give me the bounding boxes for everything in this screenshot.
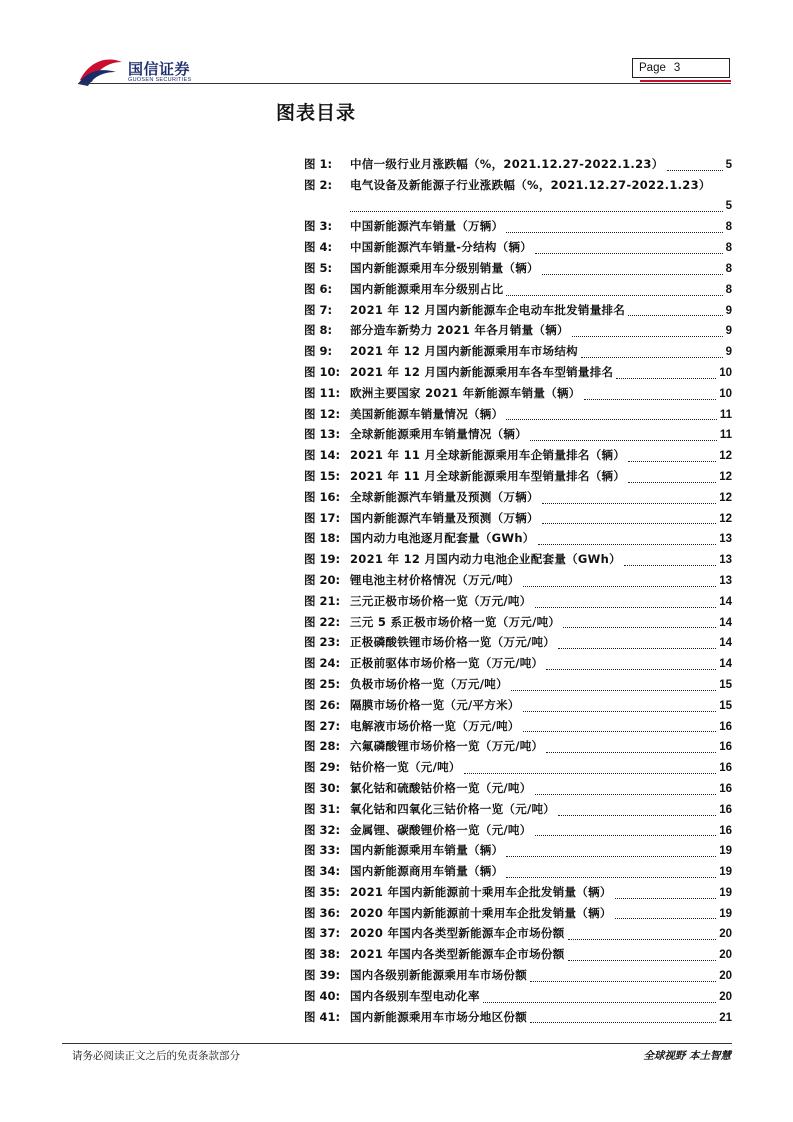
toc-entry-label: 图 27:	[304, 718, 341, 733]
toc-entry-label: 图 36:	[304, 905, 341, 920]
footer-rule	[62, 1043, 732, 1044]
toc-entry-title: 国内动力电池逐月配套量（GWh）	[350, 531, 535, 546]
toc-entry-page: 12	[719, 450, 732, 463]
toc-entry-title: 2021 年 12 月国内动力电池企业配套量（GWh）	[350, 552, 621, 567]
toc-entry-label: 图 23:	[304, 635, 341, 650]
toc-dot-leader	[628, 315, 722, 316]
toc-entry-label: 图 37:	[304, 926, 341, 941]
toc-dot-leader	[523, 586, 717, 587]
toc-entry[interactable]	[304, 237, 732, 258]
toc-entry-page: 15	[719, 678, 732, 691]
toc-entry-title: 锂电池主材价格情况（万元/吨）	[350, 572, 520, 587]
toc-entry-page: 20	[719, 990, 732, 1003]
toc-entry-page: 9	[725, 304, 732, 317]
footer-slogan: 全球视野 本土智慧	[643, 1050, 731, 1062]
toc-entry-page: 8	[725, 283, 732, 296]
toc-entry-title: 2020 年国内新能源前十乘用车企批发销量（辆）	[350, 905, 612, 920]
toc-entry-label: 图 25:	[304, 676, 341, 691]
toc-entry-label: 图 15:	[304, 468, 341, 483]
toc-entry[interactable]	[304, 757, 732, 778]
toc-entry[interactable]	[304, 487, 732, 508]
toc-entry[interactable]	[304, 154, 732, 175]
toc-dot-leader	[535, 794, 717, 795]
toc-entry-title: 2021 年国内新能源前十乘用车企批发销量（辆）	[350, 884, 612, 899]
toc-entry-label: 图 16:	[304, 489, 341, 504]
toc-entry-title: 国内新能源乘用车分级别销量（辆）	[350, 260, 539, 275]
toc-entry[interactable]	[304, 341, 732, 362]
toc-dot-leader	[506, 419, 716, 420]
toc-entry-continuation[interactable]	[304, 196, 732, 217]
toc-entry[interactable]	[304, 736, 732, 757]
toc-entry-page: 20	[719, 928, 732, 941]
toc-entry-page: 14	[719, 616, 732, 629]
toc-entry-page: 16	[719, 720, 732, 733]
toc-dot-leader	[483, 1002, 716, 1003]
toc-entry-label: 图 18:	[304, 531, 341, 546]
toc-entry[interactable]	[304, 320, 732, 341]
toc-entry-page: 15	[719, 699, 732, 712]
toc-entry-title: 钴价格一览（元/吨）	[350, 760, 461, 775]
toc-entry-page: 20	[719, 949, 732, 962]
toc-entry-title: 三元正极市场价格一览（万元/吨）	[350, 593, 532, 608]
toc-entry-page: 16	[719, 741, 732, 754]
toc-entry[interactable]	[304, 903, 732, 924]
toc-entry-label: 图 20:	[304, 572, 341, 587]
toc-dot-leader	[563, 627, 716, 628]
toc-entry-label: 图 21:	[304, 593, 341, 608]
toc-dot-leader	[584, 399, 717, 400]
toc-entry-page: 13	[719, 554, 732, 567]
toc-entry-title: 国内各级别车型电动化率	[350, 988, 480, 1003]
guosen-logo-icon	[78, 56, 124, 86]
toc-entry[interactable]	[304, 923, 732, 944]
toc-entry-page: 8	[725, 262, 732, 275]
toc-entry[interactable]	[304, 258, 732, 279]
toc-entry-title: 正极磷酸铁锂市场价格一览（万元/吨）	[350, 635, 556, 650]
toc-dot-leader	[542, 274, 723, 275]
toc-entry-label: 图 22:	[304, 614, 341, 629]
toc-entry-page: 13	[719, 533, 732, 546]
toc-dot-leader	[511, 690, 716, 691]
toc-entry-page: 14	[719, 637, 732, 650]
toc-entry-label: 图 24:	[304, 656, 341, 671]
toc-entry-title: 国内新能源汽车销量及预测（万辆）	[350, 510, 539, 525]
toc-entry-title: 美国新能源车销量情况（辆）	[350, 406, 504, 421]
toc-entry-page: 16	[719, 824, 732, 837]
toc-entry-page: 8	[725, 221, 732, 234]
toc-entry-page: 14	[719, 658, 732, 671]
toc-dot-leader	[506, 295, 722, 296]
toc-entry[interactable]	[304, 570, 732, 591]
toc-dot-leader	[530, 981, 716, 982]
toc-entry-label: 图 2:	[304, 177, 333, 192]
footer-disclaimer: 请务必阅读正文之后的免责条款部分	[72, 1050, 240, 1062]
toc-dot-leader	[546, 752, 716, 753]
toc-entry[interactable]	[304, 840, 732, 861]
toc-entry-label: 图 17:	[304, 510, 341, 525]
toc-entry-page: 12	[719, 512, 732, 525]
toc-entry[interactable]	[304, 508, 732, 529]
toc-title: 图表目录	[276, 102, 357, 124]
toc-entry-page: 19	[719, 907, 732, 920]
toc-entry-title: 中信一级行业月涨跌幅（%，2021.12.27-2022.1.23）	[350, 157, 664, 171]
toc-entry-label: 图 19:	[304, 552, 341, 567]
toc-entry[interactable]	[304, 882, 732, 903]
toc-entry[interactable]	[304, 632, 732, 653]
toc-entry-page: 9	[725, 325, 732, 338]
toc-entry[interactable]	[304, 653, 732, 674]
toc-dot-leader	[615, 898, 716, 899]
toc-entry-page: 13	[719, 574, 732, 587]
toc-entry-title: 国内新能源乘用车销量（辆）	[350, 843, 504, 858]
toc-dot-leader	[535, 607, 717, 608]
toc-entry-label: 图 40:	[304, 988, 341, 1003]
toc-entry-page: 12	[719, 470, 732, 483]
toc-entry[interactable]	[304, 175, 732, 196]
toc-entry[interactable]	[304, 300, 732, 321]
page-label: Page	[639, 62, 666, 74]
toc-entry-title: 六氟磷酸锂市场价格一览（万元/吨）	[350, 739, 544, 754]
toc-dot-leader	[568, 960, 717, 961]
toc-entry-title: 中国新能源汽车销量-分结构（辆）	[350, 240, 533, 255]
toc-entry[interactable]	[304, 944, 732, 965]
toc-entry-label: 图 1:	[304, 157, 333, 171]
toc-entry-page: 16	[719, 803, 732, 816]
toc-dot-leader	[530, 440, 717, 441]
header-accent-rule	[640, 80, 731, 82]
toc-entry[interactable]	[304, 591, 732, 612]
toc-entry-label: 图 10:	[304, 364, 341, 379]
toc-entry-title: 国内新能源商用车销量（辆）	[350, 864, 504, 879]
toc-entry-title: 欧洲主要国家 2021 年新能源车销量（辆）	[350, 385, 581, 400]
toc-entry-title: 2021 年 11 月全球新能源乘用车型销量排名（辆）	[350, 468, 626, 483]
toc-dot-leader	[667, 170, 723, 171]
toc-entry[interactable]	[304, 716, 732, 737]
toc-entry-label: 图 11:	[304, 385, 341, 400]
toc-dot-leader	[628, 461, 716, 462]
toc-entry-label: 图 31:	[304, 801, 341, 816]
toc-entry[interactable]	[304, 820, 732, 841]
toc-dot-leader	[624, 565, 716, 566]
toc-entry[interactable]	[304, 799, 732, 820]
toc-entry-title: 氯化钴和硫酸钴价格一览（元/吨）	[350, 780, 532, 795]
toc-entry-page: 12	[719, 491, 732, 504]
toc-entry-label: 图 7:	[304, 302, 333, 317]
toc-entry-page: 10	[719, 387, 732, 400]
toc-entry[interactable]	[304, 466, 732, 487]
toc-entry[interactable]	[304, 965, 732, 986]
toc-dot-leader	[542, 523, 716, 524]
toc-dot-leader	[506, 232, 722, 233]
toc-entry-title: 2021 年 11 月全球新能源乘用车企销量排名（辆）	[350, 448, 626, 463]
toc-entry-label: 图 8:	[304, 323, 333, 338]
toc-entry[interactable]	[304, 612, 732, 633]
toc-entry-title: 金属锂、碳酸锂价格一览（元/吨）	[350, 822, 532, 837]
toc-entry[interactable]	[304, 674, 732, 695]
toc-entry-title: 2021 年 12 月国内新能源乘用车市场结构	[350, 344, 578, 359]
toc-entry-page: 19	[719, 866, 732, 879]
toc-entry-label: 图 29:	[304, 760, 341, 775]
toc-dot-leader	[464, 773, 717, 774]
toc-entry-page: 19	[719, 886, 732, 899]
toc-dot-leader	[542, 503, 716, 504]
toc-entry-title: 国内新能源乘用车分级别占比	[350, 281, 504, 296]
toc-entry-page: 9	[725, 346, 732, 359]
toc-dot-leader	[615, 918, 716, 919]
toc-dot-leader	[523, 711, 717, 712]
toc-entry-page: 20	[719, 970, 732, 983]
toc-entry-label: 图 38:	[304, 947, 341, 962]
toc-entry-title: 全球新能源乘用车销量情况（辆）	[350, 427, 527, 442]
toc-entry[interactable]	[304, 424, 732, 445]
toc-entry-label: 图 33:	[304, 843, 341, 858]
toc-entry[interactable]	[304, 861, 732, 882]
logo-company-subtitle: GUOSEN SECURITIES	[128, 77, 192, 83]
toc-entry-label: 图 14:	[304, 448, 341, 463]
toc-dot-leader	[572, 336, 723, 337]
toc-entry-label: 图 6:	[304, 281, 333, 296]
page-number: 3	[673, 62, 681, 74]
toc-entry-label: 图 3:	[304, 219, 333, 234]
toc-entry[interactable]	[304, 778, 732, 799]
toc-entry-title: 隔膜市场价格一览（元/平方米）	[350, 697, 520, 712]
toc-dot-leader	[568, 939, 717, 940]
toc-dot-leader	[530, 1022, 716, 1023]
toc-entry[interactable]	[304, 549, 732, 570]
toc-entry-page: 10	[719, 366, 732, 379]
logo-company-name: 国信证券	[128, 60, 191, 78]
toc-dot-leader	[546, 669, 716, 670]
toc-entry[interactable]	[304, 404, 732, 425]
toc-entry[interactable]	[304, 528, 732, 549]
toc-entry-title: 三元 5 系正极市场价格一览（万元/吨）	[350, 614, 561, 629]
toc-entry-title: 国内新能源乘用车市场分地区份额	[350, 1009, 527, 1024]
toc-dot-leader	[558, 648, 716, 649]
header-rule	[78, 83, 731, 84]
toc-entry-title: 部分造车新势力 2021 年各月销量（辆）	[350, 323, 569, 338]
toc-dot-leader	[535, 253, 723, 254]
toc-entry[interactable]	[304, 362, 732, 383]
toc-entry-title: 电解液市场价格一览（万元/吨）	[350, 718, 520, 733]
toc-entry-label: 图 4:	[304, 240, 333, 255]
toc-entry-label: 图 26:	[304, 697, 341, 712]
toc-entry-label: 图 28:	[304, 739, 341, 754]
toc-entry-title: 负极市场价格一览（万元/吨）	[350, 676, 508, 691]
toc-dot-leader	[558, 815, 716, 816]
page-indicator	[632, 58, 730, 78]
toc-entry-title: 正极前驱体市场价格一览（万元/吨）	[350, 656, 544, 671]
toc-entry[interactable]	[304, 383, 732, 404]
toc-dot-leader	[350, 211, 723, 212]
toc-entry-page: 8	[725, 242, 732, 255]
toc-dot-leader	[538, 544, 717, 545]
toc-entry-page: 19	[719, 845, 732, 858]
toc-entry-title: 电气设备及新能源子行业涨跌幅（%，2021.12.27-2022.1.23）	[350, 177, 711, 192]
toc-entry-title: 2021 年 12 月国内新能源乘用车各车型销量排名	[350, 364, 614, 379]
toc-entry-label: 图 30:	[304, 780, 341, 795]
toc-entry-title: 全球新能源汽车销量及预测（万辆）	[350, 489, 539, 504]
toc-entry-page: 5	[725, 199, 732, 212]
toc-entry-page: 14	[719, 595, 732, 608]
toc-entry[interactable]	[304, 695, 732, 716]
toc-entry-page: 5	[725, 159, 732, 171]
toc-entry-label: 图 32:	[304, 822, 341, 837]
toc-dot-leader	[506, 856, 716, 857]
toc-entry-title: 中国新能源汽车销量（万辆）	[350, 219, 504, 234]
toc-entry-label: 图 13:	[304, 427, 341, 442]
toc-entry-label: 图 35:	[304, 884, 341, 899]
toc-entry[interactable]	[304, 445, 732, 466]
toc-dot-leader	[535, 835, 717, 836]
toc-entry[interactable]	[304, 1007, 732, 1028]
toc-dot-leader	[581, 357, 723, 358]
toc-entry-label: 图 12:	[304, 406, 341, 421]
toc-entry[interactable]	[304, 986, 732, 1007]
toc-entry-page: 11	[719, 429, 732, 442]
toc-entry[interactable]	[304, 216, 732, 237]
toc-entry-page: 16	[719, 782, 732, 795]
toc-dot-leader	[506, 877, 716, 878]
toc-dot-leader	[523, 731, 717, 732]
toc-entry-title: 2020 年国内各类型新能源车企市场份额	[350, 926, 565, 941]
toc-entry-label: 图 34:	[304, 864, 341, 879]
figure-toc-list	[304, 154, 732, 1027]
toc-entry-label: 图 41:	[304, 1009, 341, 1024]
toc-entry-page: 21	[719, 1011, 732, 1024]
toc-entry-title: 2021 年国内各类型新能源车企市场份额	[350, 947, 565, 962]
toc-entry-label: 图 39:	[304, 968, 341, 983]
toc-entry-label: 图 9:	[304, 344, 333, 359]
toc-entry-label: 图 5:	[304, 260, 333, 275]
toc-entry-page: 11	[719, 408, 732, 421]
toc-entry-title: 氧化钴和四氧化三钴价格一览（元/吨）	[350, 801, 556, 816]
toc-entry-page: 16	[719, 762, 732, 775]
toc-entry[interactable]	[304, 279, 732, 300]
toc-entry-title: 2021 年 12 月国内新能源车企电动车批发销量排名	[350, 302, 626, 317]
toc-dot-leader	[628, 482, 716, 483]
toc-dot-leader	[616, 378, 716, 379]
toc-entry-title: 国内各级别新能源乘用车市场份额	[350, 968, 527, 983]
